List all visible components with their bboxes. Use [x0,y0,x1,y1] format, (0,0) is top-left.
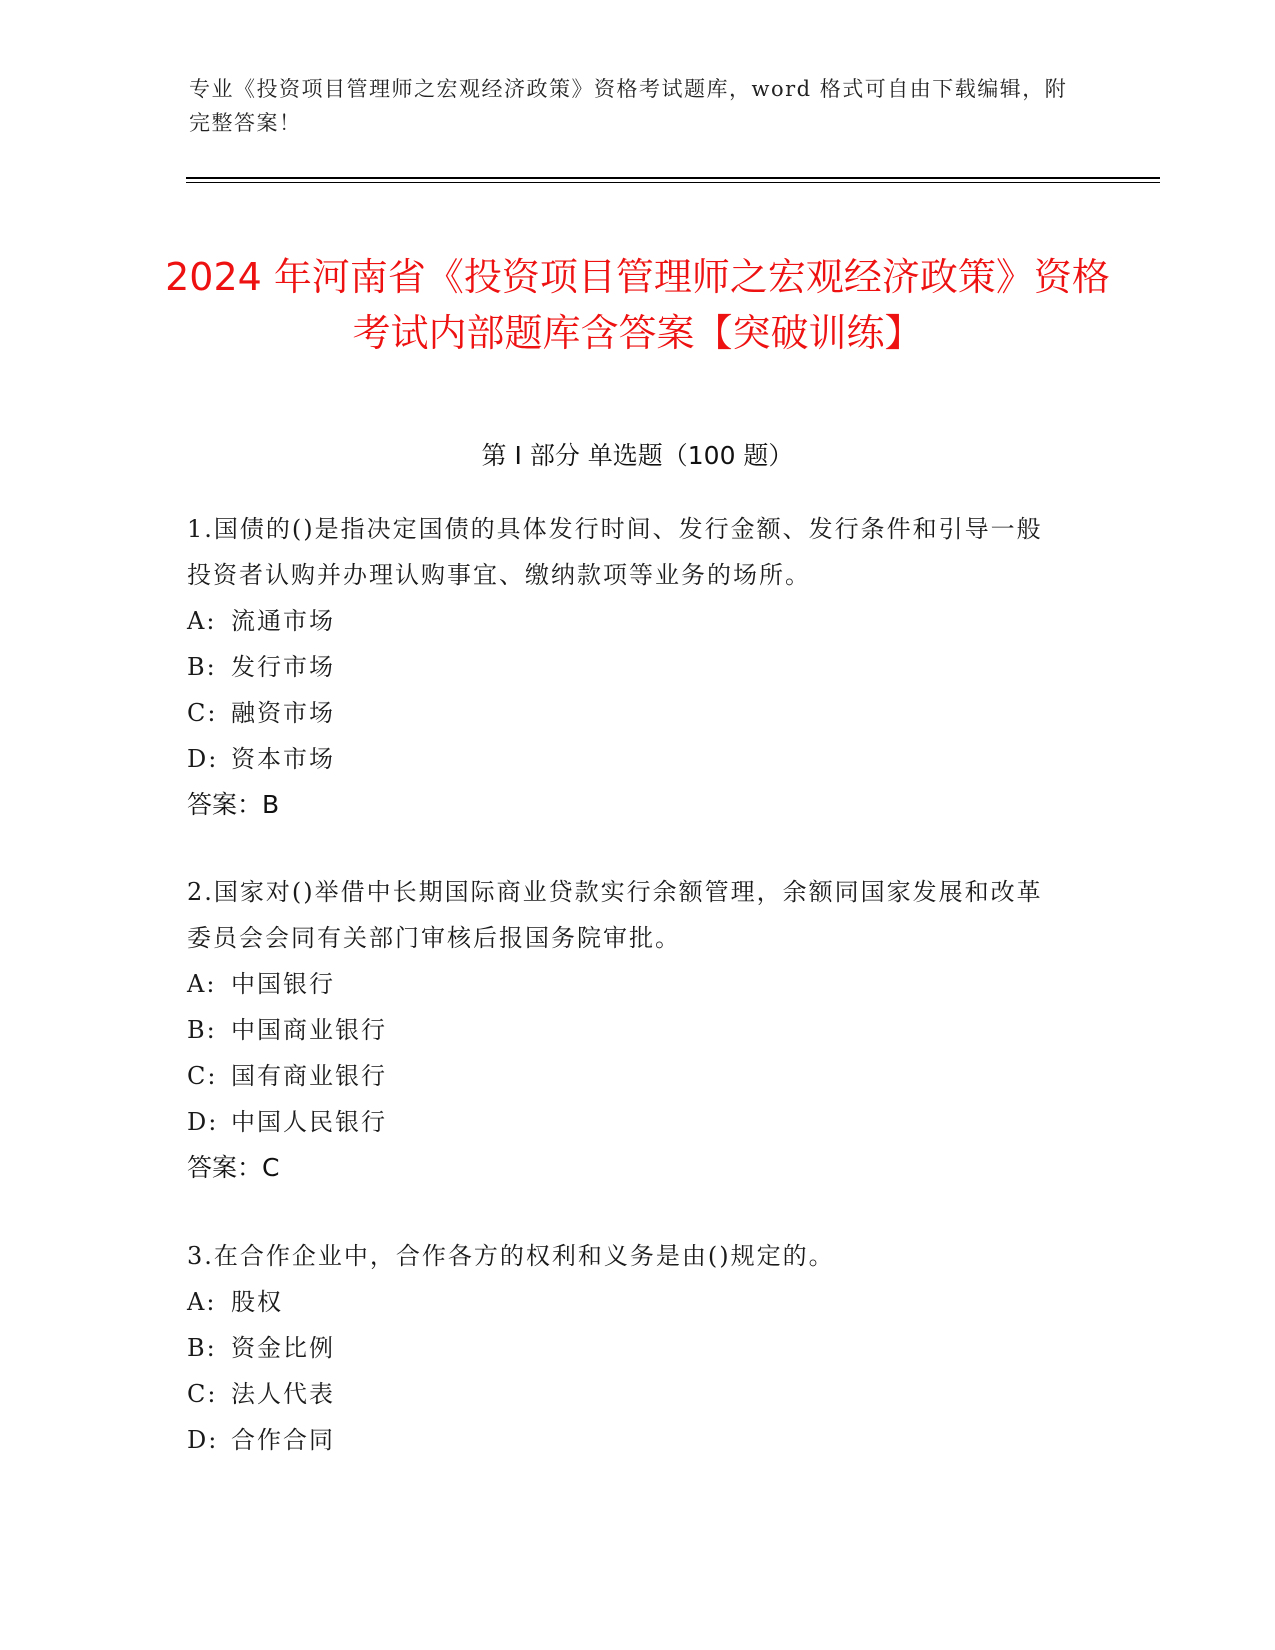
option-d [187,1099,1067,1145]
option-letter: B: [187,1334,217,1362]
question-2 [187,869,1067,1191]
header-rule-thin [186,182,1160,183]
option-letter: C: [187,699,218,727]
option-letter: A: [187,970,217,998]
question-1 [187,506,1067,828]
option-letter: A: [187,1288,217,1316]
option-text: 法人代表 [231,1380,335,1408]
header-rule-thick [186,177,1160,179]
option-letter: D: [187,1108,219,1136]
option-c [187,690,1067,736]
option-a [187,598,1067,644]
option-letter: C: [187,1380,218,1408]
question-3 [187,1233,1067,1463]
option-letter: D: [187,1426,219,1454]
option-text: 国有商业银行 [231,1062,387,1090]
option-text: 中国人民银行 [231,1108,387,1136]
option-b [187,1007,1067,1053]
option-b [187,644,1067,690]
option-c [187,1053,1067,1099]
document-title: 2024 年河南省《投资项目管理师之宏观经济政策》资格考试内部题库含答案【突破训练】 [165,255,1110,356]
option-text: 资金比例 [231,1334,335,1362]
option-d [187,1417,1067,1463]
option-letter: A: [187,607,217,635]
option-c [187,1371,1067,1417]
option-text: 融资市场 [231,699,335,727]
option-text: 资本市场 [231,745,335,773]
section-heading: 第 I 部分 单选题（100 题） [481,441,794,470]
option-text: 中国银行 [231,970,335,998]
option-b [187,1325,1067,1371]
option-text: 流通市场 [231,607,335,635]
option-text: 中国商业银行 [231,1016,387,1044]
question-stem: 3.在合作企业中，合作各方的权利和义务是由()规定的。 [187,1242,835,1270]
question-stem: 1.国债的()是指决定国债的具体发行时间、发行金额、发行条件和引导一般投资者认购并办理认购事宜、缴纳款项等业务的场所。 [187,515,1043,589]
option-letter: D: [187,745,219,773]
option-letter: C: [187,1062,218,1090]
answer-line: 答案：B [187,790,280,819]
option-a [187,961,1067,1007]
option-text: 合作合同 [231,1426,335,1454]
option-text: 发行市场 [231,653,335,681]
option-text: 股权 [231,1288,283,1316]
header-note: 专业《投资项目管理师之宏观经济政策》资格考试题库，word 格式可自由下载编辑，附完整答案！ [189,77,1068,135]
option-a [187,1279,1067,1325]
option-letter: B: [187,653,217,681]
option-d [187,736,1067,782]
answer-line: 答案：C [187,1153,280,1182]
question-stem: 2.国家对()举借中长期国际商业贷款实行余额管理，余额同国家发展和改革委员会会同有关部门审核后报国务院审批。 [187,878,1043,952]
option-letter: B: [187,1016,217,1044]
